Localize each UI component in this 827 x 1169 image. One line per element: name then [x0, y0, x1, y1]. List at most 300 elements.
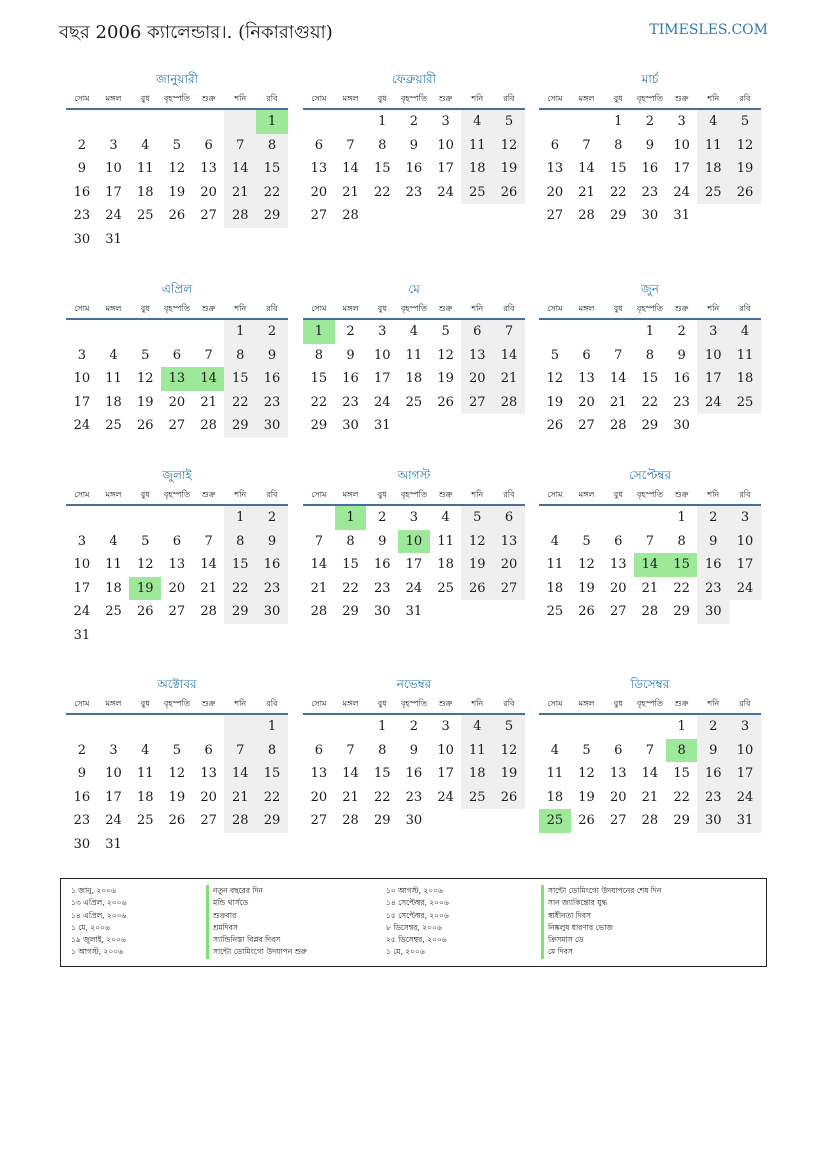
day-cell: 16: [342, 371, 359, 386]
day-cell: 16: [405, 766, 423, 781]
day-cell: 21: [641, 580, 659, 596]
legend-date: ১ আগস্ট, ২০০৬: [71, 947, 123, 957]
day-cell: 4: [141, 742, 150, 758]
weekday-label: শুক্র: [438, 490, 453, 499]
empty-cell: [66, 320, 98, 344]
empty-cell: [193, 715, 225, 739]
empty-cell: [193, 833, 225, 857]
empty-cell: [303, 110, 335, 134]
holiday-legend: [60, 878, 767, 967]
day-cell: 25: [105, 418, 122, 433]
weekday-label: মঙ্গল: [342, 304, 359, 313]
day-cell: 7: [224, 134, 256, 158]
day-cell: 5: [493, 715, 525, 739]
legend-date: ১ মে, ২০০৬: [386, 947, 425, 957]
day-cell: 29: [256, 809, 288, 833]
day-cell: 27: [546, 208, 564, 223]
empty-cell: [303, 506, 335, 530]
week-row: [303, 157, 525, 181]
legend-date: ১ মে, ২০০৬: [71, 922, 110, 932]
day-cell: 20: [546, 184, 564, 200]
legend-holiday-name: মন্ডি থার্সডে: [206, 897, 307, 909]
legend-date: ১৯ জুলাই, ২০০৬: [71, 935, 126, 945]
day-cell: 17: [73, 580, 91, 596]
day-cell: 6: [550, 137, 559, 153]
day-cell: 23: [73, 208, 91, 223]
empty-cell: [98, 624, 130, 648]
day-cell: 9: [77, 161, 86, 176]
weekday-label: শুক্র: [201, 94, 216, 103]
day-cell: 8: [666, 739, 698, 763]
day-cell: 31: [105, 836, 122, 852]
weekday-label: মঙ্গল: [578, 699, 595, 708]
day-cell: 23: [256, 577, 288, 601]
day-cell: 5: [141, 533, 150, 549]
week-row: [539, 181, 761, 205]
day-cell: 7: [204, 533, 213, 549]
day-cell: 6: [314, 137, 323, 153]
day-cell: 19: [578, 789, 595, 805]
empty-cell: [697, 204, 729, 228]
week-row: [303, 110, 525, 134]
day-cell: 17: [729, 762, 761, 786]
day-cell: 17: [673, 161, 690, 176]
day-cell: 5: [582, 533, 591, 549]
day-cell: 4: [729, 320, 761, 344]
day-cell: 7: [645, 742, 655, 758]
day-cell: 18: [729, 367, 761, 391]
weekday-label: সোম: [311, 304, 327, 313]
weekday-label: শুক্র: [438, 94, 453, 103]
day-cell: 5: [141, 347, 150, 363]
month-name: মার্চ: [641, 72, 659, 86]
empty-cell: [193, 320, 225, 344]
day-cell: 1: [256, 715, 288, 739]
legend-names-col-1: [206, 885, 307, 959]
empty-cell: [539, 110, 571, 134]
day-cell: 13: [168, 557, 186, 572]
day-cell: 24: [73, 604, 91, 619]
day-cell: 17: [437, 161, 454, 176]
day-cell: 10: [437, 742, 454, 758]
day-cell: 22: [373, 789, 391, 805]
site-link[interactable]: TIMESLES.COM: [649, 22, 768, 38]
day-cell: 14: [310, 557, 328, 572]
week-row: [539, 600, 761, 624]
day-cell: 9: [697, 530, 729, 554]
weekday-label: সোম: [74, 699, 90, 708]
day-cell: 3: [109, 742, 118, 758]
week-row: [303, 762, 525, 786]
week-row: [303, 414, 525, 438]
day-cell: 31: [105, 231, 122, 247]
weekday-label: বুধ: [377, 94, 387, 103]
day-cell: 6: [172, 533, 182, 549]
day-cell: 23: [73, 813, 91, 828]
day-cell: 28: [578, 208, 595, 223]
empty-cell: [129, 228, 161, 252]
day-cell: 18: [461, 762, 493, 786]
weekday-label: মঙ্গল: [105, 490, 122, 499]
legend-holiday-name: স্যান্ডিনিস্তা বিপ্লব দিবস: [206, 934, 307, 946]
empty-cell: [539, 715, 571, 739]
day-cell: 30: [73, 836, 91, 852]
week-row: [303, 344, 525, 368]
month-block: [539, 70, 761, 228]
week-row: [303, 739, 525, 763]
weekday-label: বৃহস্পতি: [636, 699, 663, 708]
empty-cell: [129, 624, 161, 648]
day-cell: 1: [614, 114, 623, 129]
week-row: [539, 739, 761, 763]
day-cell: 10: [105, 766, 122, 781]
month-block: [303, 70, 525, 228]
week-row: [66, 506, 288, 530]
weekday-header: [66, 88, 288, 110]
week-row: [66, 134, 288, 158]
day-cell: 3: [441, 719, 450, 734]
weekday-label: বুধ: [613, 490, 623, 499]
day-cell: 21: [493, 367, 525, 391]
weekday-label: রবি: [739, 699, 751, 708]
day-cell: 5: [582, 742, 591, 758]
weekday-label: শনি: [471, 304, 484, 313]
day-cell: 5: [729, 110, 761, 134]
day-cell: 16: [73, 184, 91, 200]
empty-cell: [98, 715, 130, 739]
day-cell: 20: [609, 580, 627, 596]
weekday-label: শনি: [471, 94, 484, 103]
day-cell: 6: [172, 347, 182, 363]
day-cell: 13: [161, 367, 193, 391]
month-name: নভেম্বর: [396, 677, 432, 691]
legend-dates-col-1: [71, 885, 126, 959]
day-cell: 24: [105, 208, 122, 223]
empty-cell: [193, 110, 225, 134]
empty-cell: [539, 320, 571, 344]
legend-date: ১০ আগস্ট, ২০০৬: [386, 886, 443, 895]
day-cell: 19: [437, 371, 454, 386]
day-cell: 16: [73, 789, 91, 805]
day-cell: 20: [609, 789, 627, 805]
day-cell: 20: [461, 367, 493, 391]
day-cell: 14: [578, 161, 595, 176]
day-cell: 29: [373, 813, 391, 828]
day-cell: 21: [200, 394, 217, 410]
day-cell: 14: [493, 344, 525, 368]
month-block: [303, 466, 525, 624]
day-cell: 11: [461, 739, 493, 763]
day-cell: 19: [129, 577, 161, 601]
day-cell: 12: [493, 134, 525, 158]
weekday-label: রবি: [266, 94, 278, 103]
month-name: আগস্ট: [397, 468, 431, 482]
empty-cell: [303, 715, 335, 739]
day-cell: 16: [697, 553, 729, 577]
day-cell: 24: [405, 580, 423, 596]
day-cell: 13: [493, 530, 525, 554]
day-cell: 3: [409, 510, 419, 525]
day-cell: 18: [697, 157, 729, 181]
day-cell: 9: [645, 137, 655, 153]
day-cell: 27: [609, 604, 627, 619]
day-cell: 25: [697, 181, 729, 205]
day-cell: 24: [373, 394, 391, 410]
weekday-label: বুধ: [377, 699, 387, 708]
empty-cell: [161, 228, 193, 252]
weekday-label: বৃহস্পতি: [400, 304, 427, 313]
day-cell: 14: [609, 371, 627, 386]
day-cell: 13: [200, 766, 217, 781]
day-cell: 27: [200, 813, 217, 828]
weekday-label: বুধ: [140, 304, 150, 313]
legend-date: ১৩ এপ্রিল, ২০০৬: [71, 898, 127, 908]
weekday-label: শনি: [234, 304, 247, 313]
weekday-label: বুধ: [613, 94, 623, 103]
week-row: [303, 715, 525, 739]
week-row: [66, 110, 288, 134]
day-cell: 30: [342, 418, 359, 433]
day-cell: 15: [342, 557, 359, 572]
day-cell: 24: [105, 813, 122, 828]
weekday-label: শনি: [234, 94, 247, 103]
empty-cell: [256, 228, 288, 252]
empty-cell: [430, 600, 462, 624]
week-row: [66, 367, 288, 391]
day-cell: 30: [697, 600, 729, 624]
day-cell: 17: [105, 184, 122, 200]
weekday-label: শনি: [471, 699, 484, 708]
day-cell: 10: [697, 344, 729, 368]
weekday-header: [303, 88, 525, 110]
day-cell: 8: [378, 742, 387, 758]
legend-holiday-name: সান্টো ডোমিংগো উদযাপনের শেষ দিন: [541, 885, 661, 897]
day-cell: 7: [645, 533, 655, 549]
day-cell: 25: [729, 391, 761, 415]
empty-cell: [256, 624, 288, 648]
day-cell: 25: [405, 394, 423, 410]
empty-cell: [493, 600, 525, 624]
empty-cell: [335, 110, 367, 134]
day-cell: 18: [136, 184, 154, 200]
weekday-label: সোম: [74, 94, 90, 103]
day-cell: 19: [168, 789, 186, 805]
day-cell: 2: [697, 506, 729, 530]
weekday-label: শুক্র: [674, 304, 689, 313]
day-cell: 29: [609, 208, 627, 223]
day-cell: 1: [378, 719, 387, 734]
day-cell: 23: [373, 580, 391, 596]
day-cell: 24: [729, 577, 761, 601]
day-cell: 16: [673, 371, 690, 386]
day-cell: 3: [677, 114, 686, 129]
month-block: [303, 675, 525, 833]
month-block: [66, 70, 288, 251]
day-cell: 21: [578, 184, 595, 200]
weekday-label: মঙ্গল: [105, 699, 122, 708]
weekday-header: [66, 484, 288, 506]
day-cell: 15: [310, 371, 328, 386]
day-cell: 11: [729, 344, 761, 368]
day-cell: 29: [224, 414, 256, 438]
weekday-label: শুক্র: [438, 699, 453, 708]
day-cell: 25: [461, 786, 493, 810]
empty-cell: [256, 833, 288, 857]
weekday-header: [539, 88, 761, 110]
day-cell: 22: [673, 789, 690, 805]
day-cell: 13: [310, 161, 328, 176]
day-cell: 30: [641, 208, 659, 223]
week-row: [66, 228, 288, 252]
day-cell: 12: [168, 161, 186, 176]
empty-cell: [335, 715, 367, 739]
day-cell: 4: [461, 715, 493, 739]
day-cell: 17: [405, 557, 423, 572]
day-cell: 6: [614, 533, 623, 549]
week-row: [539, 344, 761, 368]
day-cell: 27: [200, 208, 217, 223]
day-cell: 25: [546, 604, 564, 619]
day-cell: 4: [409, 324, 419, 339]
week-row: [66, 809, 288, 833]
day-cell: 14: [193, 367, 225, 391]
day-cell: 7: [614, 347, 623, 363]
day-cell: 31: [729, 809, 761, 833]
weekday-label: সোম: [74, 490, 90, 499]
month-name: সেপ্টেম্বর: [628, 468, 672, 482]
day-cell: 8: [314, 347, 323, 363]
weekday-label: সোম: [547, 304, 563, 313]
empty-cell: [602, 320, 634, 344]
day-cell: 27: [168, 418, 186, 433]
day-cell: 10: [105, 161, 122, 176]
day-cell: 25: [461, 181, 493, 205]
weekday-label: শনি: [234, 699, 247, 708]
empty-cell: [98, 320, 130, 344]
day-cell: 24: [673, 184, 690, 200]
empty-cell: [98, 110, 130, 134]
weekday-header: [303, 484, 525, 506]
day-cell: 15: [373, 161, 391, 176]
weekday-label: মঙ্গল: [578, 490, 595, 499]
week-row: [303, 391, 525, 415]
weekday-label: শনি: [707, 699, 720, 708]
day-cell: 28: [310, 604, 328, 619]
day-cell: 10: [373, 347, 391, 363]
empty-cell: [66, 110, 98, 134]
day-cell: 7: [346, 742, 355, 758]
empty-cell: [461, 414, 493, 438]
day-cell: 22: [224, 391, 256, 415]
day-cell: 22: [373, 184, 391, 200]
day-cell: 7: [204, 347, 213, 363]
day-cell: 28: [200, 418, 217, 433]
day-cell: 21: [342, 184, 359, 200]
day-cell: 27: [168, 604, 186, 619]
day-cell: 10: [729, 530, 761, 554]
day-cell: 26: [493, 181, 525, 205]
day-cell: 11: [546, 766, 564, 781]
day-cell: 15: [609, 161, 627, 176]
day-cell: 23: [673, 394, 690, 410]
day-cell: 11: [136, 161, 154, 176]
weekday-label: রবি: [503, 490, 515, 499]
empty-cell: [161, 624, 193, 648]
empty-cell: [461, 204, 493, 228]
day-cell: 30: [405, 813, 423, 828]
day-cell: 21: [342, 789, 359, 805]
day-cell: 23: [641, 184, 659, 200]
empty-cell: [161, 715, 193, 739]
day-cell: 2: [256, 506, 288, 530]
day-cell: 21: [224, 181, 256, 205]
weekday-label: বুধ: [140, 699, 150, 708]
weekday-label: মঙ্গল: [105, 94, 122, 103]
weekday-header: [66, 298, 288, 320]
week-row: [539, 530, 761, 554]
week-row: [66, 204, 288, 228]
weekday-label: বৃহস্পতি: [636, 304, 663, 313]
day-cell: 6: [204, 137, 213, 153]
day-cell: 29: [310, 418, 328, 433]
day-cell: 5: [493, 110, 525, 134]
weekday-label: রবি: [266, 490, 278, 499]
day-cell: 4: [441, 510, 450, 525]
week-row: [66, 624, 288, 648]
weekday-label: শুক্র: [201, 304, 216, 313]
day-cell: 28: [200, 604, 217, 619]
empty-cell: [161, 320, 193, 344]
day-cell: 1: [335, 506, 367, 530]
weekday-label: শনি: [707, 94, 720, 103]
month-block: [539, 675, 761, 833]
weekday-label: বুধ: [613, 304, 623, 313]
day-cell: 2: [378, 510, 387, 525]
week-row: [539, 414, 761, 438]
day-cell: 29: [342, 604, 359, 619]
empty-cell: [66, 715, 98, 739]
week-row: [66, 391, 288, 415]
week-row: [539, 391, 761, 415]
empty-cell: [129, 506, 161, 530]
day-cell: 21: [609, 394, 627, 410]
empty-cell: [161, 833, 193, 857]
week-row: [539, 157, 761, 181]
empty-cell: [634, 506, 666, 530]
weekday-label: সোম: [311, 490, 327, 499]
day-cell: 31: [373, 418, 391, 433]
weekday-label: বৃহস্পতি: [163, 304, 190, 313]
day-cell: 10: [73, 557, 91, 572]
day-cell: 11: [697, 134, 729, 158]
day-cell: 13: [578, 371, 595, 386]
day-cell: 17: [437, 766, 454, 781]
weekday-header: [539, 484, 761, 506]
day-cell: 3: [697, 320, 729, 344]
day-cell: 21: [310, 580, 328, 596]
day-cell: 22: [256, 786, 288, 810]
day-cell: 13: [546, 161, 564, 176]
week-row: [66, 577, 288, 601]
day-cell: 12: [546, 371, 564, 386]
week-row: [303, 506, 525, 530]
day-cell: 16: [256, 553, 288, 577]
week-row: [66, 414, 288, 438]
day-cell: 16: [256, 367, 288, 391]
day-cell: 19: [729, 157, 761, 181]
empty-cell: [193, 506, 225, 530]
day-cell: 18: [437, 557, 454, 572]
